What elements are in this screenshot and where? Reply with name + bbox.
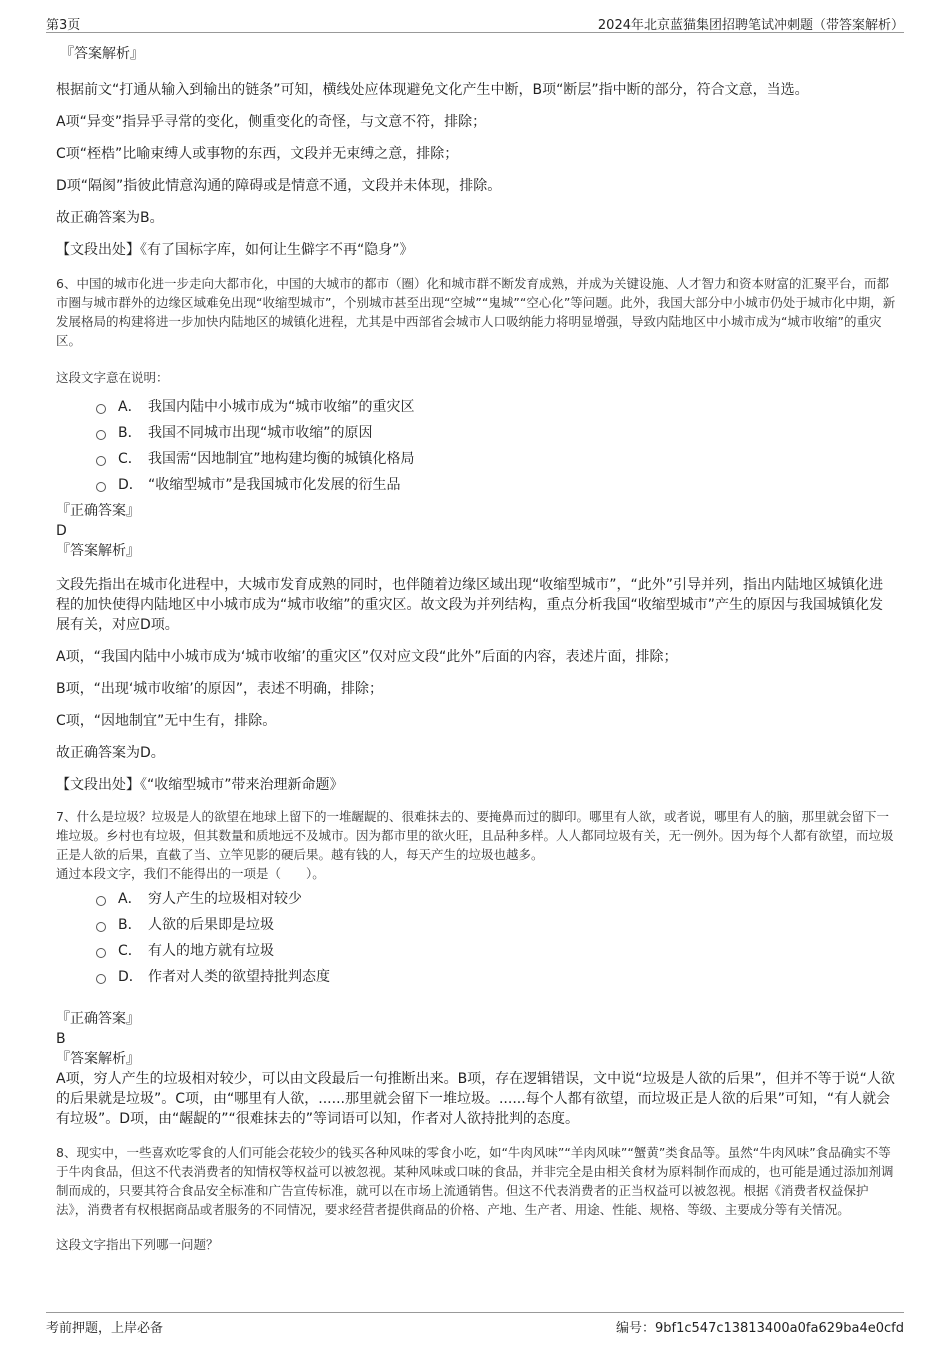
option-c[interactable]: C． 有人的地方就有垃圾 <box>96 941 896 961</box>
source-line: 【文段出处】《有了国标字库，如何让生僻字不再“隐身”》 <box>56 242 414 258</box>
analysis-line: D项“隔阂”指彼此情意沟通的障碍或是情意不通，文段并未体现，排除。 <box>56 178 502 194</box>
question-stem: 7、什么是垃圾？垃圾是人的欲望在地球上留下的一堆龌龊的、很难抹去的、要掩鼻而过的脚印。哪里有人欲，或者说，哪里有人的脑，那里就会留下一堆垃圾。乡村也有垃圾，但其数量和质地远不及城市。因为都市里的欲火旺，且品种多样。人人都同垃圾有关，无一例外。因为每个人都有欲望，而垃圾正是人欲的后果，直截了当、立竿见影的硬后果。越有钱的人，每天产生的垃圾也越多。 <box>56 809 894 862</box>
analysis-label: 『答案解析』 <box>56 543 140 559</box>
correct-answer: D <box>56 523 67 539</box>
question-stem: 6、中国的城市化进一步走向大都市化，中国的大城市的都市（圈）化和城市群不断发育成熟，并成为关键设施、人才智力和资本财富的汇聚平台，而都市圈与城市群外的边缘区域难免出现“收缩型城市”，个别城市甚至出现“空城”“鬼城”“空心化”等问题。此外，我国大部分中小城市仍处于城市化中期，新发展格局的构建将进一步加快内陆地区的城镇化进程，尤其是中西部省会城市人口吸纳能力将明显增强，导致内陆地区中小城市成为“城市收缩”的重灾区。 <box>56 276 896 348</box>
answer-label: 『正确答案』 <box>56 1011 140 1027</box>
analysis-line: C项，“因地制宜”无中生有，排除。 <box>56 713 277 729</box>
page-content <box>56 44 896 1254</box>
page-header <box>46 10 904 33</box>
option-list <box>56 397 896 495</box>
radio-icon[interactable] <box>96 974 106 984</box>
question-5-analysis <box>56 44 896 260</box>
analysis-label: 『答案解析』 <box>56 1051 140 1067</box>
question-prompt: 通过本段文字，我们不能得出的一项是（ ）。 <box>56 866 325 881</box>
option-b[interactable]: B． 我国不同城市出现“城市收缩”的原因 <box>96 423 896 443</box>
analysis-line: B项，“出现‘城市收缩’的原因”，表述不明确，排除； <box>56 681 384 697</box>
page-number: 第3页 <box>46 18 81 33</box>
question-prompt: 这段文字指出下列哪一问题？ <box>56 1237 219 1252</box>
question-6 <box>56 274 896 795</box>
question-stem: 8、现实中，一些喜欢吃零食的人们可能会花较少的钱买各种风味的零食小吃，如“牛肉风味”“羊肉风味”“蟹黄”类食品等。虽然“牛肉风味”食品确实不等于牛肉食品，但这不代表消费者的知情权等权益可以被忽视。某种风味或口味的食品，并非完全是由相关食材为原料制作而成的，也可能是通过添加剂调制而成的，只要其符合食品安全标准和广告宣传标准，就可以在市场上流通销售。但这不代表消费者的正当权益可以被忽视。根据《消费者权益保护法》，消费者有权根据商品或者服务的不同情况，要求经营者提供商品的价格、产地、生产者、用途、性能、规格、等级、主要成分等有关情况。 <box>56 1145 894 1217</box>
analysis-line: 故正确答案为D。 <box>56 745 165 761</box>
analysis-paragraph: A项，穷人产生的垃圾相对较少，可以由文段最后一句推断出来。B项，存在逻辑错误，文中说“垃圾是人欲的后果”，但并不等于说“人欲的后果就是垃圾”。C项，由“哪里有人欲，......那里就会留下一堆垃圾。......每个人都有欲望，而垃圾正是人欲的后果”可知，“有人就会有垃圾”。D项，由“龌龊的”“很难抹去的”等词语可以知，作者对人欲持批判的态度。 <box>56 1071 895 1127</box>
footer-slogan: 考前押题，上岸必备 <box>46 1321 164 1336</box>
analysis-line: A项“异变”指异乎寻常的变化，侧重变化的奇怪，与文意不符，排除； <box>56 114 487 130</box>
option-d[interactable]: D． 作者对人类的欲望持批判态度 <box>96 967 896 987</box>
answer-label: 『正确答案』 <box>56 503 140 519</box>
analysis-line: A项，“我国内陆中小城市成为‘城市收缩’的重灾区”仅对应文段“此外”后面的内容，表述片面，排除； <box>56 649 678 665</box>
option-a[interactable]: A． 穷人产生的垃圾相对较少 <box>96 889 896 909</box>
question-8 <box>56 1143 896 1254</box>
analysis-line: 故正确答案为B。 <box>56 210 164 226</box>
radio-icon[interactable] <box>96 948 106 958</box>
radio-icon[interactable] <box>96 896 106 906</box>
analysis-line: 文段先指出在城市化进程中，大城市发育成熟的同时，也伴随着边缘区域出现“收缩型城市”，“此外”引导并列，指出内陆地区城镇化进程的加快使得内陆地区中小城市成为“城市收缩”的重灾区。故文段为并列结构，重点分析我国“收缩型城市”产生的原因与我国城镇化发展有关，对应D项。 <box>56 577 884 633</box>
option-a[interactable]: A． 我国内陆中小城市成为“城市收缩”的重灾区 <box>96 397 896 417</box>
radio-icon[interactable] <box>96 430 106 440</box>
radio-icon[interactable] <box>96 922 106 932</box>
source-line: 【文段出处】《“收缩型城市”带来治理新命题》 <box>56 777 344 793</box>
analysis-line: C项“桎梏”比喻束缚人或事物的东西，文段并无束缚之意，排除； <box>56 146 459 162</box>
question-prompt: 这段文字意在说明： <box>56 370 169 385</box>
option-d[interactable]: D． “收缩型城市”是我国城市化发展的衍生品 <box>96 475 896 495</box>
radio-icon[interactable] <box>96 482 106 492</box>
analysis-label: 『答案解析』 <box>60 46 144 62</box>
document-id: 编号：9bf1c547c13813400a0fa629ba4e0cfd <box>616 1321 904 1336</box>
question-7 <box>56 807 896 1129</box>
radio-icon[interactable] <box>96 404 106 414</box>
option-b[interactable]: B． 人欲的后果即是垃圾 <box>96 915 896 935</box>
analysis-line: 根据前文“打通从输入到输出的链条”可知，横线处应体现避免文化产生中断，B项“断层”指中断的部分，符合文意，当选。 <box>56 82 809 98</box>
correct-answer: B <box>56 1031 66 1047</box>
radio-icon[interactable] <box>96 456 106 466</box>
document-title: 2024年北京蓝猫集团招聘笔试冲刺题（带答案解析） <box>597 18 904 33</box>
option-c[interactable]: C． 我国需“因地制宜”地构建均衡的城镇化格局 <box>96 449 896 469</box>
option-list <box>56 889 896 987</box>
page-footer <box>46 1312 904 1337</box>
